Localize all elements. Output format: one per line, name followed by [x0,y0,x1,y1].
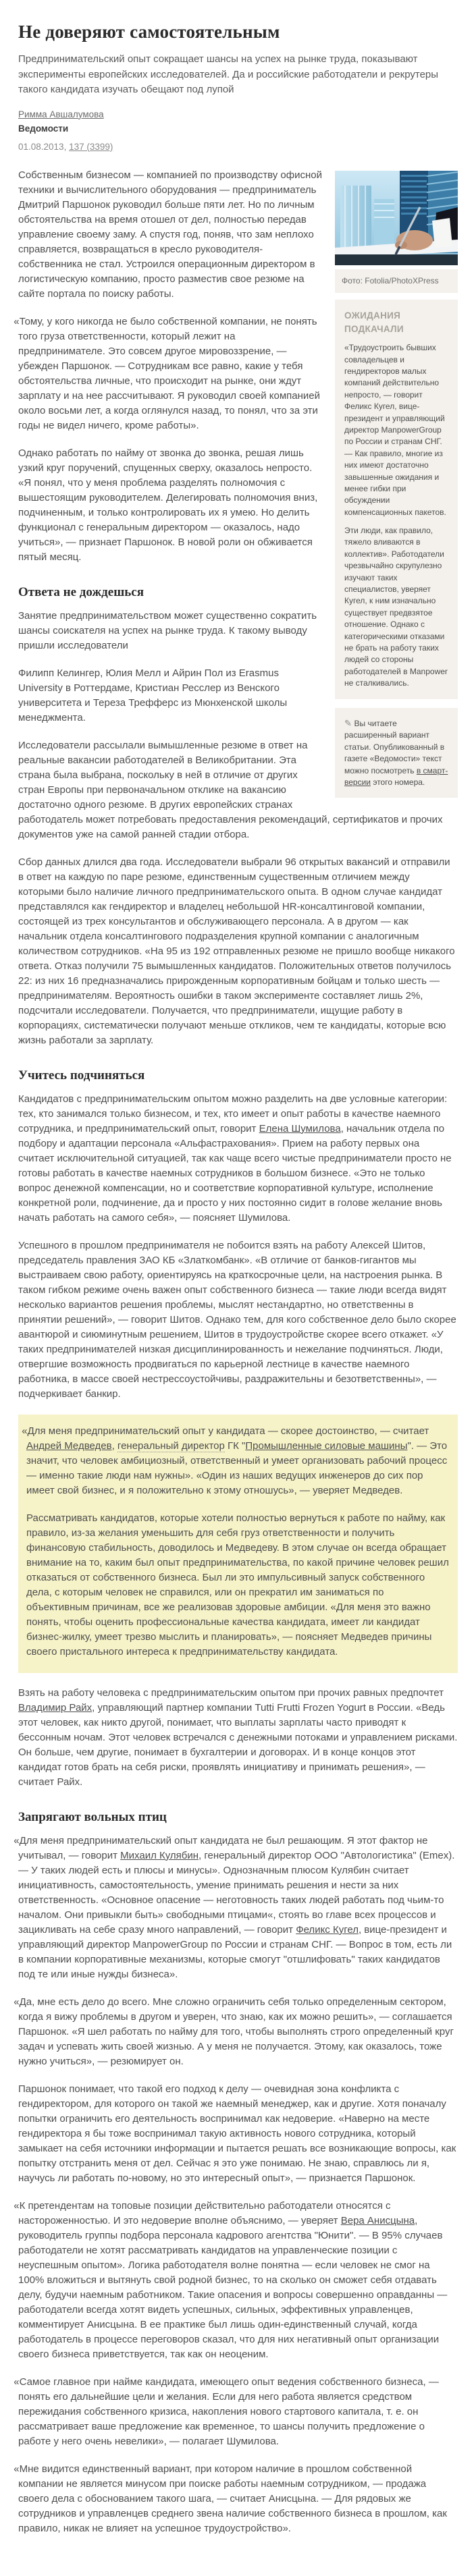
text-run: Филипп Келингер, Юлия Мелл и Айрин Пол из Erasmus University в Роттердаме, Кристиан Ресслер из Венского университета и Тереза Трефферс из Мюнхенской школы менеджмента. [18,667,288,723]
dateline [18,142,458,152]
text-run: Взять на работу человека с предпринимательским опытом при прочих равных предпочтет [18,1687,444,1699]
sidebar-box-paragraph: Эти люди, как правило, тяжело вливаются в коллектив». Работодатели чрезвычайно скрупулезно изучают таких специалистов, уверяет Кугел, к ним изначально существует предвзятое отношение. Однако с категорическими отказами не брать на работу таких людей со стороны работодателей в Manpower не сталкивались. [344,526,448,688]
date-text: 01.08.2013, [18,141,70,152]
pencil-icon: ✎ [344,717,354,728]
article-paragraph [14,2199,458,2362]
section-heading: Запрягают вольных птиц [18,1809,167,1824]
article-paragraph [18,1686,458,1790]
text-run: «К претендентам на топовые позиции действительно работодатели относятся с настороженностью. И это недоверие вполне объяснимо, — уверяет [14,2199,391,2226]
text-run: Сбор данных длился два года. Исследователи выбрали 96 открытых вакансий и отправили в ответ на каждую по паре резюме, единственным существенным отличием между которыми было наличие личного предпринимательского опыта. В одном случае кандидат представлялся как гендиректор и владелец небольшой HR-консалтинговой компании, состоящей из трех консультантов и обслуживающего персонала. А в другом — как начальник отдела консалтингового подразделения крупной компании с аналогичным количеством сотрудников. «На 95 из 192 отправленных резюме не пришло вообще никакого ответа. Отказ получили 75 вымышленных кандидатов. Положительных ответов получилось 22: из них 16 предназначались прирожденным корпоративным бойцам и только шесть — предпринимателям. Вероятность ошибки в таком эксперименте составляет лишь 2%, подсчитали исследователи. Получается, что предприниматели, ищущие работу в корпорациях, систематически получают меньше откликов, чем те кандидаты, которые всю жизнь работали за зарплату. [18,856,455,1046]
article-lede: Предпринимательский опыт сокращает шансы на успех на рынке труда, показывают эксперименты европейских исследователей. Да и российские работодатели и рекрутеры такого кандидата изучать обещают под лупой [18,53,439,95]
text-run: «Мне видится единственный вариант, при котором наличие в прошлом собственной компании не является минусом при поиске работы наемным сотрудником, — продажа своего дела с обоснованием такого шага, — считает Анисцына. — Для рядовых же сотрудников и управленцев среднего звена наличие собственного бизнеса в прошлом, как правило, никак не влияет на успешное трудоустройство». [14,2463,447,2534]
text-run: , управляющий партнер компании Tutti Frutti Frozen Yogurt в России. «Ведь этот человек, как никто другой, понимает, что выплаты зарплаты часто приводят к бессонным ночам. Этот человек встречался с денежными потоками и управлением рисками. Он больше, чем другие, понимает в бухгалтерии и договорах. И в конце концов этот кандидат готов брать на себя риски, проявлять инициативу и принимать решения», — считает Райх. [18,1701,458,1788]
text-run: Успешного в прошлом предпринимателя не побоится взять на работу Алексей Шитов, председатель правления ЗАО КБ «Златкомбанк». «В отличие от банков-гигантов мы выстраиваем свою работу, ориентируясь на краткосрочные цели, на настроения рынка. В таком гибком режиме очень важен опыт собственного бизнеса — такие люди всегда видят несколько вариантов решения проблемы, мыслят нестандартно, но ответственны в принятии решений», — говорит Шитов. Однако тем, для кого собственное дело было скорее авантюрой и сиюминутным решением, Шитов в трудоустройстве скорее всего откажет. «У таких предпринимателей низкая дисциплинированность и нежелание подчиняться. Люди, отвергшие возможность продвигаться по карьерной лестнице в качестве наемного работника, в массе своей нестрессоустойчивы, раздражительны и безответственны», — подчеркивает банкир. [18,1239,456,1400]
text-run: , вице-президент и управляющий директор ManpowerGroup по России и странам СНГ. — Вопрос в том, есть ли в компании корпоративные механизмы, которые смогут "отшлифовать" таких кандидатов под те или иные нужды бизнеса». [18,1923,452,1980]
text-run: «Для меня предпринимательский опыт кандидата не был решающим. Я этот фактор не учитывал, — говорит [14,1834,428,1861]
sidebar-box-expectations [335,300,458,698]
reader-note-box [335,708,458,798]
inline-link[interactable]: в смарт-версии [344,765,448,787]
inline-link[interactable]: генеральный директор [117,1440,225,1452]
text-run: «Тому, у кого никогда не было собственной компании, не понять того груза ответственности, который лежит на предпринимателе. Это совсем другое мировоззрение, — убежден Паршонок. — Сотрудникам все равно, какие у тебя обстоятельства личные, что происходит на рынке, они ждут зарплату и на нее рассчитывают. Я руководил своей компанией около восьми лет, а когда оглянулся назад, то понял, что за эти годы не видел ничего, кроме работы». [14,315,320,431]
text-run: , руководитель группы подбора персонала кадрового агентства "Юнити". — В 95% случаев работодатели не хотят рассматривать кандидатов на управленческие позиции с неуспешным опытом». Логика работодателя волне понятна — если человек не смог на 100% вложиться и вытянуть свой родной бизнес, то на сколько он сможет себя отдавать делу, будучи наемным работником. Такие опасения и вопросы совершенно оправданны — работодатели всегда хотят видеть успешных, сильных, эффективных управленцев, комментирует Анисцына. В ее практике был лишь один-единственный случай, когда работодатель в процессе переговоров сказал, что для них негативный опыт организации своего бизнеса приветствуется, так как он неоценим. [18,2214,448,2360]
text-run: Паршонок понимает, что такой его подход к делу — очевидная зона конфликта с гендиректором, для которого он такой же наемный менеджер, как и другие. Хотя поначалу попытки ограничить его деятельность воспринимал как недоверие. «Наверно на месте гендиректора я бы тоже воспринимал такую активность нового сотрудника, который замыкает на себя источники информации и пытается решать все возникающие вопросы, как попытку отстранить меня от дел. Сейчас я это уже понимаю. Не знаю, справлюсь ли я, научусь ли работать по-новому, но это интересный опыт», — признается Паршонок. [18,2083,456,2184]
text-run: «Да, мне есть дело до всего. Мне сложно ограничить себя только определенным сектором, когда я вижу проблемы в другом и уверен, что знаю, как их можно решить», — соглашается Паршонок. «Я шел работать по найму для того, чтобы выполнять строго определенный круг задач и успевать жить своей жизнью. А у меня не получается. Этому, как оказалось, тоже нужно учиться», — резюмирует он. [14,1996,454,2067]
byline [18,109,458,121]
page-title: Не доверяют самостоятельным [18,22,280,42]
sidebar-box-heading: ОЖИДАНИЯ ПОДКАЧАЛИ [344,310,404,334]
article-paragraph [14,1995,458,2069]
right-rail [335,171,458,798]
section-heading: Ответа не дождешься [18,584,144,599]
article-paragraph [22,1424,450,1498]
inline-link[interactable]: Михаил Кулябин [120,1849,199,1861]
inline-link[interactable]: Андрей Медведев [26,1440,112,1452]
text-run: Собственным бизнесом — компанией по производству офисной техники и вычислительного оборудования — предприниматель Дмитрий Паршонок руководил больше пяти лет. Но по личным обстоятельства на время отошел от дел, полностью передав управление своему заму. А спустя год, поняв, что зам неплохо справляется, возвращаться в кресло руководителя-собственника не стал. Устроился операционным директором в логистическую компанию, просто разместив свое резюме на сайте портала по поиску работы. [18,169,322,300]
source-name: Ведомости [18,123,69,134]
article-paragraph [14,2462,458,2536]
article-content [14,168,458,2536]
text-run: , начальник отдела по подбору и адаптации персонала «Альфастрахования». Прием на работу первых она считает исключительной ситуацией, так как чаще всего чистые предприниматели просто не готовы работать в качестве наемных сотрудников в большом бизнесе. «Это не только вопрос денежной компенсации, но и соответствие корпоративной культуре, исполнение конкретной роли, подчинение, да и просто у них постоянно сидит в голове желание вновь начать работать на самого себя», — поясняет Шумилова. [18,1122,452,1224]
inline-link[interactable]: Промышленные силовые машины [245,1440,408,1452]
text-run: Кандидатов с предпринимательским опытом можно разделить на две условные категории: тех, кто занимался только бизнесом, и тех, кто имеет и опыт работы в качестве наемного сотрудника, и предпринимательский опыт, говорит [18,1093,448,1134]
article-paragraph [18,1092,458,1226]
text-run: Занятие предпринимательством может существенно сократить шансы соискателя на успех на рынке труда. К такому выводу пришли исследователи [18,609,317,651]
sidebar-box-paragraph: «Трудоустроить бывших совладельцев и гендиректоров малых компаний действительно непросто, — говорит Феликс Кугел, вице-президент и управляющий директор ManpowerGroup по России и странам СНГ. — Как правило, многие из них имеют достаточно завышенные ожидания и менее гибки при обсуждении компенсационных пакетов. [344,343,446,517]
article-paragraph [26,1511,450,1660]
text-run: , [111,1440,117,1452]
text-run: этого номера. [371,777,425,787]
text-run: , генеральный директор ООО "Автологистика" (Emex). — У таких людей есть и плюсы и минусы». Однозначным плюсом Кулябин считает инициативность, самостоятельность, умение принимать решения и нести за них ответственность. «Основное опасение — неготовность таких людей работать под чьим-то началом. Они привыкли быть» свободными птицами«, стоять во главе всех процессов и зацикливать на себе сразу много направлений, — говорит [18,1849,455,1936]
reader-note-text [344,717,448,789]
text-run: Однако работать по найму от звонка до звонка, решая лишь узкий круг поручений, спущенных сверху, оказалось непросто. «Я понял, что у меня проблема разделять полномочия с вышестоящим руководителем. Делегировать полномочия вниз, подчиненным, и только контролировать их я умею. Но делить функционал с генеральным директором — оказалось, надо учиться», — признает Паршонок. В новой роли он обживается пятый месяц. [18,447,318,563]
article-paragraph [14,1834,458,1982]
issue-link[interactable]: 137 (3399) [69,141,113,152]
text-run: ". — Это значит, что человек амбициозный, ответственный и умеет организовать рабочий процесс — именно такие люди нам нужны». «Один из наших ведущих инженеров до сих пор имеет свой бизнес, и я положительно к этому отношусь», — уверяет Медведев. [26,1440,448,1496]
author-link[interactable]: Римма Авшалумова [18,109,104,119]
article-paragraph [14,2375,458,2449]
article-paragraph [18,855,458,1048]
section-heading: Учитесь подчиняться [18,1068,145,1083]
article-photo [335,171,458,265]
photo-caption: Фото: Fotolia/PhotoXPress [335,269,458,294]
text-run: Исследователи рассылали вымышленные резюме в ответ на реальные вакансии работодателей в Великобритании. Эта страна была выбрана, поскольку в ней в отличие от других стран Европы при первоначальном отклике на вакансию достаточно одного резюме. В других европейских странах работодатель может потребовать предоставления рекомендаций, сертификатов и прочих документов уже на самой ранней стадии отбора. [18,739,443,840]
text-run: «Самое главное при найме кандидата, имеющего опыт ведения собственного бизнеса, — понять его дальнейшие цели и желания. Если для него работа является средством пережидания собственного кризиса, накопления нового стартового капитала, т. е. он рассматривает ваше предложение как временное, то шансы получить предложение о работе у него очень невелики», — полагает Шумилова. [14,2376,439,2447]
article-paragraph [18,1238,458,1402]
inline-link[interactable]: Феликс Кугел [296,1923,359,1936]
highlighted-block [18,1415,458,1673]
text-run: Рассматривать кандидатов, которые хотели полностью вернуться к работе по найму, как правило, из-за желания уменьшить для себя груз ответственности и получить финансовую стабильность, доводилось и Медведеву. В этом случае он всегда обращает внимание на то, каким был опыт предпринимательства, по какой причине человек решил отказаться от собственного бизнеса. Был ли это импульсивный запуск собственного дела, с которым человек не справился, или он прекратил им заниматься по объективным причинам, все же реализовав здоровые амбиции. «Для меня это важно понять, чтобы оценить профессиональные качества кандидата, имеет ли кандидат бизнес-жилку, умеет трезво мыслить и планировать», — поясняет Медведев причины своего пристального интереса к предпринимательству кандидата. [26,1512,449,1657]
article-paragraph [18,2082,458,2186]
inline-link[interactable]: Владимир Райх [18,1701,93,1714]
text-run: Вы читаете расширенный вариант статьи. Опубликованный в газете «Ведомости» текст можно посмотреть [344,718,445,775]
text-run: «Для меня предпринимательский опыт у кандидата — скорее достоинство, — считает [22,1425,429,1437]
inline-link[interactable]: Елена Шумилова [259,1122,341,1134]
text-run: ГК " [224,1440,246,1452]
inline-link[interactable]: Вера Анисцына [340,2214,415,2226]
